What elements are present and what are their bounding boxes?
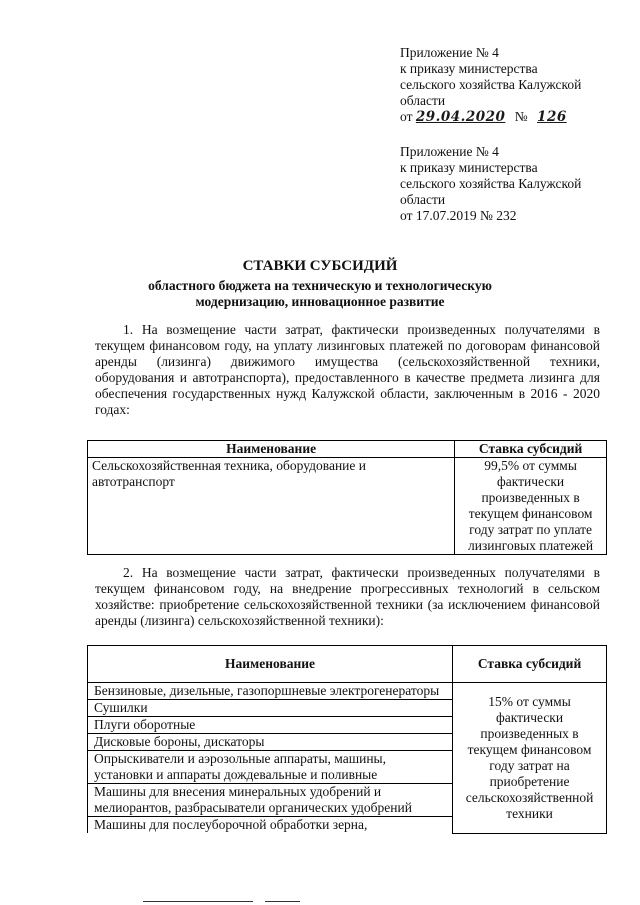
item-fertilizer-machines: Машины для внесения минеральных удобрений и мелиорантов, разбрасыватели органических удобрений (88, 784, 453, 817)
page-title: СТАВКИ СУБСИДИЙ (242, 258, 398, 274)
item-grain-processing: Машины для послеуборочной обработки зерна, (88, 817, 453, 834)
table-row (88, 683, 607, 700)
table-equipment (87, 645, 607, 834)
appendix-old-order (400, 144, 610, 224)
item-sprayers: Опрыскиватели и аэрозольные аппараты, машины, установки и аппараты дождевальные и поливные (88, 751, 453, 784)
handwritten-number: 126 (537, 109, 567, 125)
col-header-name: Наименование (88, 646, 453, 683)
rate-cell: 15% от суммы фактически произведенных в текущем финансовом году затрат на приобретение сельскохозяйственной техники (453, 683, 607, 834)
appendix-new-order (400, 45, 610, 125)
appendix-region: области (400, 192, 446, 207)
table-row (88, 458, 607, 555)
row-rate: 99,5% от суммы фактически произведенных в текущем финансовом году затрат по уплате лизинговых платежей (455, 458, 607, 555)
appendix-region: области (400, 93, 446, 108)
footer-rule (265, 901, 300, 902)
appendix-title: Приложение № 4 (400, 144, 499, 159)
appendix-ministry: сельского хозяйства Калужской (400, 77, 582, 92)
row-name: Сельскохозяйственная техника, оборудование и автотранспорт (88, 458, 455, 555)
appendix-date-line (400, 109, 610, 125)
handwritten-date: 29.04.2020 (415, 109, 506, 125)
appendix-title: Приложение № 4 (400, 45, 499, 60)
col-header-name: Наименование (88, 441, 455, 458)
col-header-rate: Ставка субсидий (453, 646, 607, 683)
date-prefix: от (400, 109, 413, 124)
item-generators: Бензиновые, дизельные, газопоршневые электрогенераторы (88, 683, 453, 700)
section-1-text: 1. На возмещение части затрат, фактически произведенных получателями в текущем финансовом году, на уплату лизинговых платежей по договорам финансовой аренды (лизинга) движимого имущества (сельскохозяйственной техники, оборудования и автотранспорта), предоставленного в качестве предмета лизинга для обеспечения государственных нужд Калужской области, заключенным в 2016 - 2020 годах: (95, 322, 600, 417)
item-disc-harrows: Дисковые бороны, дискаторы (88, 734, 453, 751)
table-leasing (87, 440, 607, 555)
footer-rule (143, 901, 253, 902)
col-header-rate: Ставка субсидий (455, 441, 607, 458)
number-sign: № (514, 109, 528, 124)
section-2-text: 2. На возмещение части затрат, фактически произведенных получателями в текущем финансовом году, на внедрение прогрессивных технологий в сельском хозяйстве: приобретение сельскохозяйственной техники (за исключением финансовой аренды (лизинга) сельскохозяйственной техники): (95, 565, 600, 628)
item-dryers: Сушилки (88, 700, 453, 717)
item-plows: Плуги оборотные (88, 717, 453, 734)
page-subtitle-1: областного бюджета на техническую и технологическую (148, 278, 492, 293)
appendix-ministry: сельского хозяйства Калужской (400, 176, 582, 191)
page-subtitle-2: модернизацию, инновационное развитие (195, 294, 445, 309)
appendix-order-ref: к приказу министерства (400, 160, 538, 175)
appendix-old-date: от 17.07.2019 № 232 (400, 208, 517, 223)
table-header-row (88, 646, 607, 683)
appendix-order-ref: к приказу министерства (400, 61, 538, 76)
table-header-row (88, 441, 607, 458)
